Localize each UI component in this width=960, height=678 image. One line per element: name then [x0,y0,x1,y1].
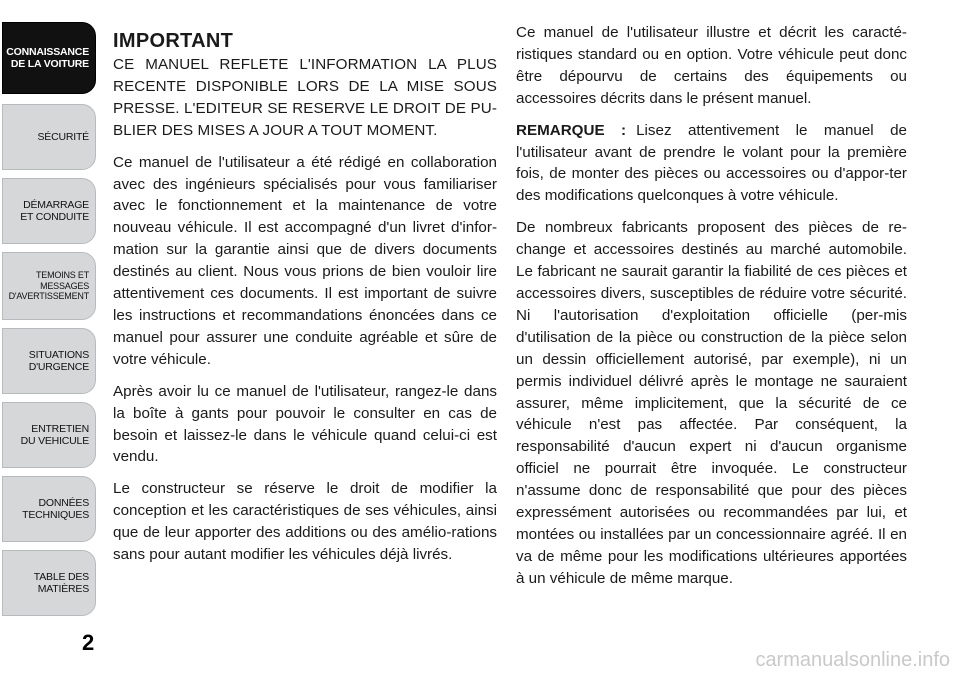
paragraph: Ce manuel de l'utilisateur a été rédigé en collaboration avec des ingénieurs spécialisés pour vous familiariser avec le fonctionnement et la maintenance de votre nouveau véhicule. Il est accompagné d'un livret d'infor-mation sur la garantie ainsi que de divers documents destinés au client. Nous vous prions de bien vouloir lire attentivement ces documents. Il est important de suivre les instructions et recommandations énoncées dans ce manuel pour assurer une conduite agréable et sûre de votre véhicule. [113,153,497,368]
chapter-tabs [0,0,100,678]
paragraph: Le constructeur se réserve le droit de modifier la conception et les caractéristiques de ses véhicules, ainsi que de leur apporter des additions ou des amélio-rations sans pour autant modifier les véhicules déjà livrés. [113,480,497,564]
page-number: 2 [82,630,95,655]
remark-text: Lisez attentivement le manuel de l'utilisateur avant de prendre le volant pour la première fois, de monter des pièces ou accessoires ou d'appor-ter des modifications quelconques à votre véhicule. [516,121,907,205]
tab-entretien-vehicule[interactable]: ENTRETIEN DU VEHICULE [2,402,96,468]
paragraph: De nombreux fabricants proposent des pièces de re-change et accessoires destinés au marché automobile. Le fabricant ne saurait garantir la fiabilité de ces pièces et accessoires divers, susceptibles de réduire votre sécurité. Ni l'autorisation d'exploitation officielle (per-mis d'utilisation de la pièce ou construction de la pièce selon un dessin officiellement autorisé, par exemple), ni un permis individuel délivré après le montage ne sauraient assurer, même implicitement, que la sécurité de ce véhicule n'est pas affectée. Par conséquent, la responsabilité d'aucun expert ni d'aucun organisme officiel ne pourrait être invoquée. Le constructeur n'assume donc de responsabilité que pour des pièces expressément autorisées ou recommandées par lui, et montées ou installées par un concessionnaire agréé. Il en va de même pour les modifications ultérieures apportées à un véhicule de même marque. [516,219,907,587]
watermark: carmanualsonline.info [755,649,950,671]
tab-situations-urgence[interactable]: SITUATIONS D'URGENCE [2,328,96,394]
tab-temoins-messages[interactable]: TEMOINS ET MESSAGES D'AVERTISSEMENT [2,252,96,320]
tab-securite[interactable]: SÉCURITÉ [2,104,96,170]
tab-connaissance-voiture[interactable]: CONNAISSANCE DE LA VOITURE [2,22,96,94]
remark-paragraph [516,120,907,208]
right-column [516,22,907,600]
notice-caps-paragraph: CE MANUEL REFLETE L'INFORMATION LA PLUS RECENTE DISPONIBLE LORS DE LA MISE SOUS PRESSE. L'EDITEUR SE RESERVE LE DROIT DE PU-BLIER DES MISES A JOUR A TOUT MOMENT. [113,56,497,139]
tab-table-matieres[interactable]: TABLE DES MATIÈRES [2,550,96,616]
tab-demarrage-conduite[interactable]: DÉMARRAGE ET CONDUITE [2,178,96,244]
section-heading: IMPORTANT [113,30,234,52]
left-column [113,30,497,576]
remark-label: REMARQUE : [516,121,627,139]
paragraph: Ce manuel de l'utilisateur illustre et décrit les caracté-ristiques standard ou en option. Votre véhicule peut donc être dépourvu de certains des équipements ou accessoires décrits dans le présent manuel. [516,24,907,107]
paragraph: Après avoir lu ce manuel de l'utilisateur, rangez-le dans la boîte à gants pour pouvoir le consulter en cas de besoin et laissez-le dans le véhicule quand celui-ci est vendu. [113,382,497,466]
tab-donnees-techniques[interactable]: DONNÉES TECHNIQUES [2,476,96,542]
